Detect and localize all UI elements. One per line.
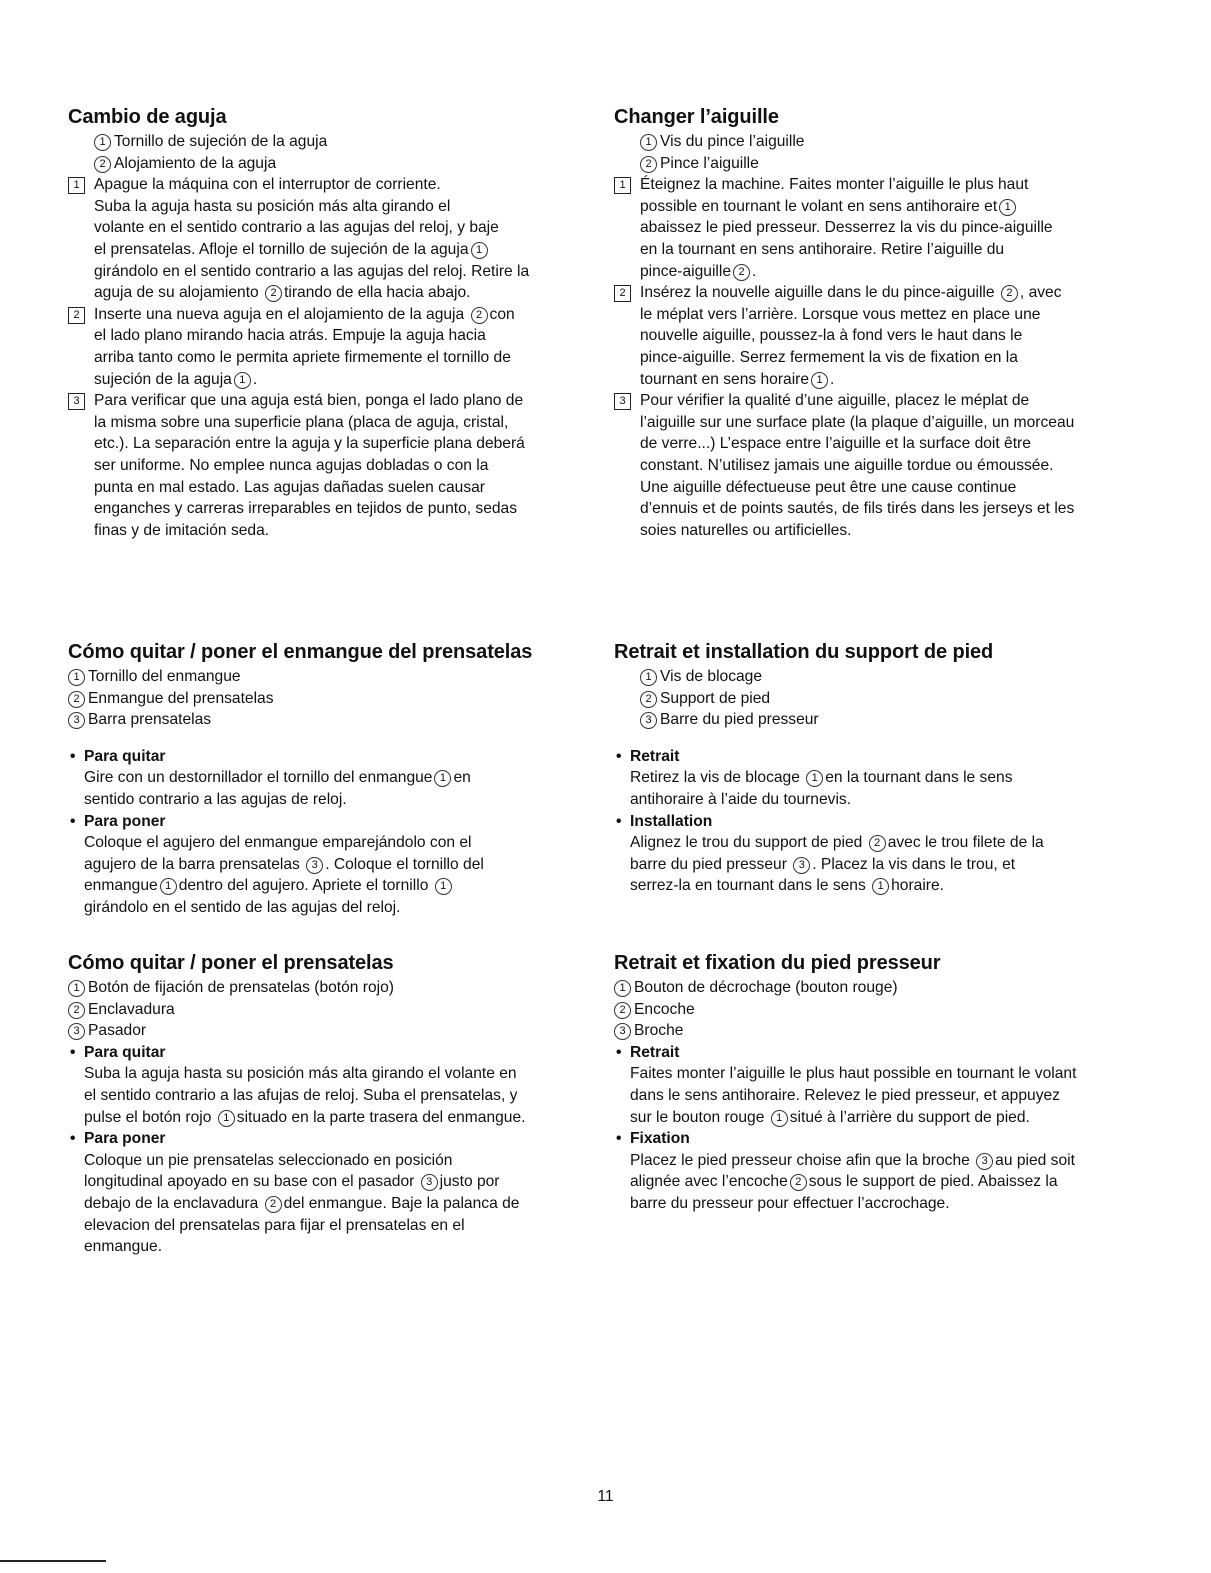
circled-number-icon: 2 (265, 1196, 282, 1213)
circled-number-icon: 3 (640, 712, 657, 729)
step-2 (68, 304, 608, 390)
part-label: Alojamiento de la aguja (114, 154, 277, 172)
bullet-icon: • (70, 1043, 76, 1061)
circled-number-icon: 2 (471, 307, 488, 324)
step-text: pince-aiguille. Serrez fermement la vis de fixation en la (640, 348, 1018, 366)
text-fragment: situé à l’arrière du support de pied. (789, 1108, 1030, 1126)
text-fragment: Retirez la vis de blocage (630, 769, 800, 787)
bullet-icon: • (70, 812, 76, 830)
step-text: le méplat vers l’arrière. Lorsque vous mettez en place une (640, 305, 1041, 323)
circled-number-icon: 3 (68, 1023, 85, 1040)
step-text (94, 369, 608, 391)
footer-rule (0, 1560, 106, 1562)
text-fragment: pulse el botón rojo (84, 1108, 212, 1126)
step-text: nouvelle aiguille, poussez-la à fond vers le haut dans le (640, 327, 1023, 345)
circled-number-icon: 1 (234, 372, 251, 389)
text-fragment: . Coloque el tornillo del (325, 855, 484, 873)
body-text: Faites monter l’aiguille le plus haut possible en tournant le volant (630, 1065, 1077, 1083)
circled-number-icon: 2 (640, 156, 657, 173)
text-fragment: dentro del agujero. Apriete el tornillo (178, 877, 429, 895)
step-text: Suba la aguja hasta su posición más alta girando el (94, 197, 451, 215)
text-fragment: horaire. (891, 877, 944, 895)
body-text: Coloque el agujero del enmangue emparejándolo con el (84, 834, 472, 852)
step-text: enganches y carreras irreparables en tejidos de punto, sedas (94, 500, 518, 518)
circled-number-icon: 1 (160, 878, 177, 895)
body-text (68, 1193, 608, 1215)
text-fragment: pince-aiguille (640, 262, 732, 280)
text-fragment: situado en la parte trasera del enmangue. (236, 1108, 526, 1126)
step-text (640, 369, 1154, 391)
part-label: Barra prensatelas (88, 711, 212, 729)
circled-number-icon: 1 (434, 770, 451, 787)
part-label: Encoche (634, 1000, 695, 1018)
subheading-label: Retrait (630, 1043, 680, 1061)
circled-number-icon: 2 (790, 1174, 807, 1191)
part-item (614, 1020, 1154, 1042)
circled-number-icon: 2 (68, 1002, 85, 1019)
circled-number-icon: 1 (640, 669, 657, 686)
part-label: Tornillo de sujeción de la aguja (114, 133, 328, 150)
part-item (68, 153, 608, 175)
text-fragment: avec le trou filete de la (887, 834, 1044, 852)
circled-number-icon: 3 (306, 857, 323, 874)
step-text: abaissez le pied presseur. Desserrez la vis du pince-aiguille (640, 219, 1053, 237)
step-text: Apague la máquina con el interruptor de corriente. (94, 176, 441, 194)
bullet-icon: • (70, 747, 76, 765)
part-item (68, 688, 608, 710)
part-item (68, 977, 608, 999)
body-text (614, 1150, 1154, 1172)
subheading-label: Retrait (630, 747, 680, 765)
body-text: el sentido contrario a las afujas de reloj. Suba el prensatelas, y (84, 1086, 518, 1104)
step-text: volante en el sentido contrario a las agujas del reloj, y baje (94, 219, 499, 237)
body-text: Suba la aguja hasta su posición más alta girando el volante en (84, 1065, 517, 1083)
subheading-attach (68, 811, 608, 833)
step-3 (614, 390, 1154, 541)
part-item (614, 153, 1154, 175)
circled-number-icon: 2 (68, 691, 85, 708)
text-fragment: Inserte una nueva aguja en el alojamiento de la aguja (94, 305, 465, 323)
circled-number-icon: 3 (793, 857, 810, 874)
subheading-remove (68, 746, 608, 768)
part-item (68, 666, 608, 688)
step-text: girándolo en el sentido contrario a las agujas del reloj. Retire la (94, 262, 530, 280)
text-fragment: enmangue (84, 877, 158, 895)
body-text (68, 767, 608, 789)
step-number-box: 2 (614, 285, 631, 302)
bullet-icon: • (616, 1043, 622, 1061)
part-label: Vis de blocage (660, 668, 763, 685)
text-fragment: . (830, 370, 835, 388)
body-text (614, 832, 1154, 854)
step-text: ser uniforme. No emplee nunca agujas dobladas o con la (94, 456, 489, 474)
step-text: de verre...) L’espace entre l’aiguille et la surface doit être (640, 435, 1031, 453)
step-text: Pour vérifier la qualité d’une aiguille, placez le méplat de (640, 392, 1030, 410)
section-title: Retrait et fixation du pied presseur (614, 952, 941, 974)
subheading-label: Fixation (630, 1130, 690, 1148)
bullet-icon: • (616, 812, 622, 830)
subheading-label: Para quitar (84, 747, 166, 765)
circled-number-icon: 1 (872, 878, 889, 895)
circled-number-icon: 1 (94, 134, 111, 151)
body-text (614, 875, 1154, 897)
step-1 (614, 174, 1154, 282)
text-fragment: . (252, 370, 258, 388)
circled-number-icon: 1 (614, 980, 631, 997)
body-text: dans le sens antihoraire. Relevez le pied presseur, et appuyez (630, 1086, 1060, 1104)
part-label: Barre du pied presseur (660, 711, 819, 729)
section-presser-foot-fr (614, 952, 1154, 1215)
section-title: Changer l’aiguille (614, 106, 779, 128)
part-label: Pince l’aiguille (660, 154, 759, 172)
subheading-attach (614, 1128, 1154, 1150)
circled-number-icon: 2 (265, 285, 282, 302)
circled-number-icon: 3 (614, 1023, 631, 1040)
step-text (94, 239, 608, 261)
step-text: Para verificar que una aguja está bien, ponga el lado plano de (94, 392, 524, 410)
part-label: Support de pied (660, 689, 771, 707)
circled-number-icon: 2 (733, 264, 750, 281)
section-needle-change-es (68, 106, 608, 541)
part-label: Bouton de décrochage (bouton rouge) (634, 979, 898, 996)
body-text: girándolo en el sentido de las agujas del reloj. (84, 898, 401, 916)
section-presser-foot-es (68, 952, 608, 1258)
text-fragment: tournant en sens horaire (640, 370, 810, 388)
section-title: Cambio de aguja (68, 106, 227, 128)
subheading-remove (614, 1042, 1154, 1064)
text-fragment: debajo de la enclavadura (84, 1194, 259, 1212)
part-item (614, 709, 1154, 731)
circled-number-icon: 3 (421, 1174, 438, 1191)
body-text: elevacion del prensatelas para fijar el prensatelas en el (84, 1216, 465, 1234)
part-item (68, 131, 608, 153)
subheading-label: Para poner (84, 812, 166, 830)
text-fragment: serrez-la en tournant dans le sens (630, 877, 866, 895)
part-label: Broche (634, 1022, 684, 1040)
text-fragment: agujero de la barra prensatelas (84, 855, 300, 873)
circled-number-icon: 1 (218, 1110, 235, 1127)
part-item (614, 688, 1154, 710)
text-fragment: Alignez le trou du support de pied (630, 834, 863, 852)
body-text (614, 767, 1154, 789)
part-label: Tornillo del enmangue (88, 668, 241, 685)
step-text: constant. N’utilisez jamais une aiguille tordue ou émoussée. (640, 456, 1054, 474)
bullet-icon: • (616, 747, 622, 765)
circled-number-icon: 2 (869, 835, 886, 852)
step-text: en la tournant en sens antihoraire. Retire l’aiguille du (640, 240, 1005, 258)
part-item (68, 1020, 608, 1042)
step-text: el lado plano mirando hacia atrás. Empuje la aguja hacia (94, 327, 486, 345)
step-text: l’aiguille sur une surface plate (la plaque d’aiguille, un morceau (640, 413, 1075, 431)
text-fragment: Gire con un destornillador el tornillo del enmangue (84, 769, 433, 787)
section-title: Cómo quitar / poner el enmangue del prensatelas (68, 641, 533, 663)
subheading-remove (68, 1042, 608, 1064)
bullet-icon: • (616, 1130, 622, 1148)
part-item (68, 999, 608, 1021)
text-fragment: sujeción de la aguja (94, 370, 232, 388)
circled-number-icon: 2 (94, 156, 111, 173)
bullet-icon: • (70, 1130, 76, 1148)
part-label: Enmangue del prensatelas (88, 689, 274, 707)
part-label: Botón de fijación de prensatelas (botón rojo) (88, 979, 395, 996)
subheading-label: Installation (630, 812, 713, 830)
section-needle-change-fr (614, 106, 1154, 541)
step-3 (68, 390, 608, 541)
body-text: antihoraire à l’aide du tournevis. (630, 790, 852, 808)
text-fragment: con (489, 305, 515, 323)
circled-number-icon: 2 (640, 691, 657, 708)
step-text (94, 282, 608, 304)
text-fragment: . (752, 262, 757, 280)
body-text (68, 875, 608, 897)
text-fragment: el prensatelas. Afloje el tornillo de sujeción de la aguja (94, 240, 469, 258)
step-number-box: 1 (614, 177, 631, 194)
step-2 (614, 282, 1154, 390)
body-text: Coloque un pie prensatelas seleccionado en posición (84, 1151, 453, 1169)
step-text (94, 304, 608, 326)
section-shank-es (68, 641, 608, 919)
step-number-box: 2 (68, 307, 85, 324)
step-text: Éteignez la machine. Faites monter l’aiguille le plus haut (640, 176, 1029, 194)
text-fragment: alignée avec l’encoche (630, 1173, 788, 1191)
circled-number-icon: 1 (771, 1110, 788, 1127)
text-fragment: tirando de ella hacia abajo. (284, 284, 471, 302)
section-shank-fr (614, 641, 1154, 897)
page-number: 11 (597, 1488, 614, 1505)
step-number-box: 3 (68, 393, 85, 410)
text-fragment: en la tournant dans le sens (825, 769, 1013, 787)
body-text: sentido contrario a las agujas de reloj. (84, 790, 347, 808)
part-item (614, 977, 1154, 999)
body-text (68, 1107, 608, 1129)
step-text: arriba tanto como le permita apriete firmemente el tornillo de (94, 348, 511, 366)
text-fragment: justo por (439, 1173, 500, 1191)
step-text: etc.). La separación entre la aguja y la superficie plana deberá (94, 435, 525, 453)
part-label: Enclavadura (88, 1000, 175, 1018)
body-text (68, 854, 608, 876)
part-label: Pasador (88, 1022, 147, 1040)
body-text: enmangue. (84, 1238, 163, 1256)
step-text: d’ennuis et de points sautés, de fils tirés dans les jerseys et les (640, 500, 1075, 518)
text-fragment: au pied soit (995, 1151, 1075, 1169)
step-text (640, 196, 1154, 218)
body-text (614, 854, 1154, 876)
subheading-attach (68, 1128, 608, 1150)
section-title: Retrait et installation du support de pied (614, 641, 994, 663)
part-item (68, 709, 608, 731)
circled-number-icon: 1 (435, 878, 452, 895)
step-text: la misma sobre una superficie plana (placa de aguja, cristal, (94, 413, 509, 431)
circled-number-icon: 1 (806, 770, 823, 787)
body-text (614, 1171, 1154, 1193)
text-fragment: sous le support de pied. Abaissez la (808, 1173, 1058, 1191)
part-item (614, 999, 1154, 1021)
body-text (68, 1171, 608, 1193)
text-fragment: sur le bouton rouge (630, 1108, 765, 1126)
step-text: punta en mal estado. Las agujas dañadas suelen causar (94, 478, 485, 496)
step-1 (68, 174, 608, 304)
part-label: Vis du pince l’aiguille (660, 133, 805, 150)
section-title: Cómo quitar / poner el prensatelas (68, 952, 394, 974)
circled-number-icon: 1 (640, 134, 657, 151)
text-fragment: barre du pied presseur (630, 855, 787, 873)
text-fragment: possible en tournant le volant en sens antihoraire et (640, 197, 998, 215)
text-fragment: longitudinal apoyado en su base con el pasador (84, 1173, 415, 1191)
step-text: finas y de imitación seda. (94, 521, 270, 539)
circled-number-icon: 1 (68, 980, 85, 997)
step-text (640, 282, 1154, 304)
text-fragment: . Placez la vis dans le trou, et (812, 855, 1016, 873)
text-fragment: , avec (1019, 284, 1062, 302)
circled-number-icon: 1 (68, 669, 85, 686)
subheading-label: Para poner (84, 1130, 166, 1148)
body-text: barre du presseur pour effectuer l’accrochage. (630, 1194, 950, 1212)
circled-number-icon: 2 (614, 1002, 631, 1019)
step-text: Une aiguille défectueuse peut être une cause continue (640, 478, 1017, 496)
circled-number-icon: 1 (811, 372, 828, 389)
text-fragment: Insérez la nouvelle aiguille dans le du pince-aiguille (640, 284, 995, 302)
text-fragment: Placez le pied presseur choise afin que la broche (630, 1151, 970, 1169)
subheading-attach (614, 811, 1154, 833)
text-fragment: aguja de su alojamiento (94, 284, 259, 302)
circled-number-icon: 1 (999, 199, 1016, 216)
step-text: soies naturelles ou artificielles. (640, 521, 852, 539)
step-number-box: 1 (68, 177, 85, 194)
text-fragment: del enmangue. Baje la palanca de (283, 1194, 520, 1212)
part-item (614, 131, 1154, 153)
circled-number-icon: 3 (976, 1153, 993, 1170)
part-item (614, 666, 1154, 688)
subheading-remove (614, 746, 1154, 768)
subheading-label: Para quitar (84, 1043, 166, 1061)
circled-number-icon: 3 (68, 712, 85, 729)
text-fragment: en (453, 769, 471, 787)
step-text (640, 261, 1154, 283)
circled-number-icon: 1 (471, 242, 488, 259)
step-number-box: 3 (614, 393, 631, 410)
circled-number-icon: 2 (1001, 285, 1018, 302)
body-text (614, 1107, 1154, 1129)
